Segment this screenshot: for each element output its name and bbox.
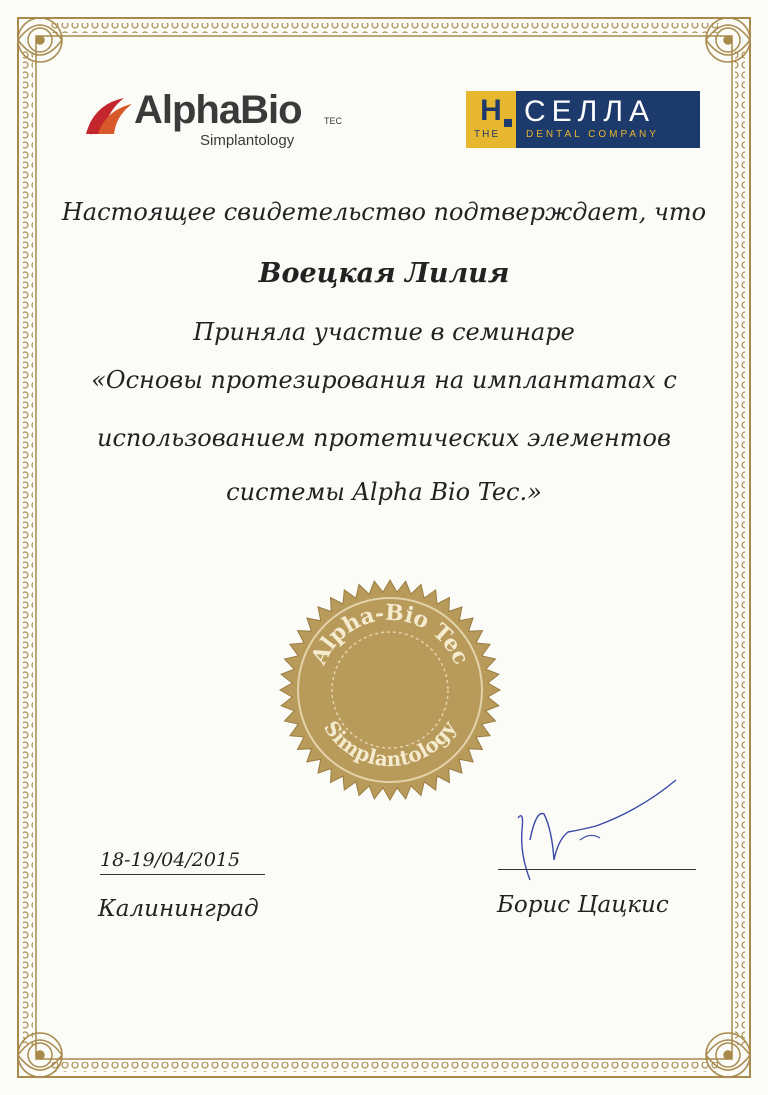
cella-tagline: DENTAL COMPANY <box>526 129 659 140</box>
seal-bottom-text: Simplantology <box>319 716 461 772</box>
cella-letter: Н <box>466 91 516 148</box>
date-underline <box>100 874 265 875</box>
participation-text: Приняла участие в семинаре <box>193 318 575 346</box>
cella-logo <box>466 91 700 148</box>
corner-ornament-bl <box>18 1033 62 1077</box>
seminar-title-line-1: «Основы протезирования на имплантатах с <box>91 366 677 394</box>
alpha-bio-mark-icon <box>84 94 134 138</box>
seminar-title-line-2: использованием протетических элементов <box>97 424 671 452</box>
corner-ornament-tr <box>706 18 750 62</box>
recipient-name: Воецкая Лилия <box>258 258 510 289</box>
handwritten-signature <box>500 770 700 890</box>
alpha-bio-logo <box>84 86 354 156</box>
corner-ornament-br <box>706 1033 750 1077</box>
cella-the: THE <box>474 129 500 140</box>
alpha-bio-subtitle: Simplantology <box>200 132 295 149</box>
seminar-city: Калининград <box>98 896 259 922</box>
seminar-date: 18-19/04/2015 <box>100 849 241 871</box>
intro-text: Настоящее свидетельство подтверждает, что <box>61 198 707 226</box>
alpha-bio-wordmark: AlphaBio <box>134 88 302 132</box>
gold-seal <box>278 578 502 802</box>
seal-top-text: Alpha-Bio Tec <box>305 599 475 669</box>
alpha-bio-tec: TEC <box>324 116 342 126</box>
corner-ornament-tl <box>18 18 62 62</box>
cella-name: СЕЛЛА <box>524 95 656 128</box>
signer-name: Борис Цацкис <box>497 892 669 918</box>
seminar-title-line-3: системы Alpha Bio Tec.» <box>226 478 542 506</box>
signature-line <box>498 869 696 870</box>
cella-dot <box>504 119 512 127</box>
